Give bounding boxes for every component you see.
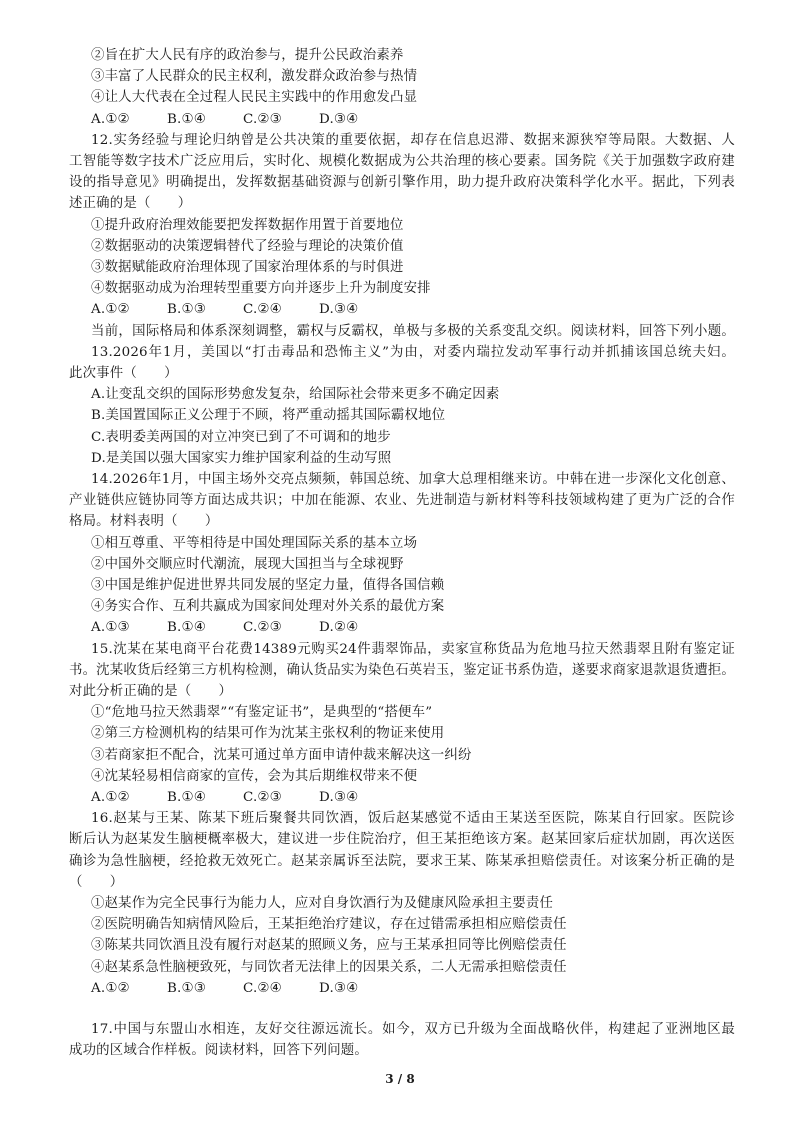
q13-choice-d: D.是美国以强大国家实力维护国家利益的生动写照 <box>91 451 392 466</box>
q15-item-3: ③若商家拒不配合，沈某可通过单方面申请仲裁来解决这一纠纷 <box>91 748 472 763</box>
q14-item-4: ④务实合作、互利共赢成为国家间处理对外关系的最优方案 <box>91 599 445 614</box>
q12-stem-line-1: 12.实务经验与理论归纳曾是公共决策的重要依据，却存在信息迟滞、数据来源狭窄等局限。大数据、人 <box>91 133 735 148</box>
q12-option-a: A.①② <box>91 302 130 317</box>
q11-option-c: C.②③ <box>243 112 282 127</box>
q13-stem-line-1: 13.2026年1月，美国以“打击毒品和恐怖主义”为由，对委内瑞拉发动军事行动并抓捕该国总统夫妇。 <box>91 345 735 360</box>
q15-item-4: ④沈某轻易相信商家的宣传，会为其后期维权带来不便 <box>91 769 418 784</box>
q12-option-d: D.③④ <box>319 302 359 317</box>
page-number: 3 / 8 <box>385 1072 415 1086</box>
q11-item-3: ③丰富了人民群众的民主权利，激发群众政治参与热情 <box>91 69 418 84</box>
q12-stem-line-2: 工智能等数字技术广泛应用后，实时化、规模化数据成为公共治理的核心要素。国务院《关于加强数字政府建 <box>69 154 735 169</box>
q13-choice-c: C.表明委美两国的对立冲突已到了不可调和的地步 <box>91 430 391 445</box>
q12-option-b: B.①③ <box>167 302 206 317</box>
q15-stem-line-2: 书。沈某收货后经第三方机构检测，确认货品实为染色石英岩玉，鉴定证书系伪造，遂要求商家退款退货遭拒。 <box>69 663 735 678</box>
q11-option-d: D.③④ <box>319 112 359 127</box>
q12-item-3: ③数据赋能政府治理体现了国家治理体系的与时俱进 <box>91 260 404 275</box>
q16-stem-line-2: 断后认为赵某发生脑梗概率极大，建议进一步住院治疗，但王某拒绝该方案。赵某回家后症状加剧，再次送医 <box>69 832 735 847</box>
q16-option-a: A.①② <box>91 981 130 996</box>
q11-option-a: A.①② <box>91 112 130 127</box>
q11-options <box>91 110 358 130</box>
q15-option-d: D.③④ <box>319 790 359 805</box>
q15-stem-line-1: 15.沈某在某电商平台花费14389元购买24件翡翠饰品，卖家宣称货品为危地马拉天然翡翠且附有鉴定证 <box>91 642 735 657</box>
q11-option-b: B.①④ <box>167 112 206 127</box>
q15-option-a: A.①② <box>91 790 130 805</box>
q17-stem-line-1: 17.中国与东盟山水相连，友好交往源远流长。如今，双方已升级为全面战略伙伴，构建起了亚洲地区最 <box>91 1022 735 1037</box>
q14-option-d: D.②④ <box>319 620 359 635</box>
q15-stem-line-3: 对此分析正确的是（ ） <box>69 684 233 699</box>
q12-stem-line-3: 设的指导意见》明确提出，发挥数据基础资源与创新引擎作用，助力提升政府决策科学化水平。据此，下列表 <box>69 175 735 190</box>
q16-item-2: ②医院明确告知病情风险后，王某拒绝治疗建议，存在过错需承担相应赔偿责任 <box>91 917 567 932</box>
q14-item-1: ①相互尊重、平等相待是中国处理国际关系的基本立场 <box>91 536 418 551</box>
q16-stem-line-4: （ ） <box>69 875 124 890</box>
q16-option-b: B.①③ <box>167 981 206 996</box>
q12-stem-line-4: 述正确的是（ ） <box>69 196 192 211</box>
q14-option-b: B.①④ <box>167 620 206 635</box>
intro-13-14: 当前，国际格局和体系深刻调整，霸权与反霸权，单极与多极的关系变乱交织。阅读材料，回答下列小题。 <box>91 324 735 339</box>
q14-options <box>91 618 358 638</box>
q14-item-2: ②中国外交顺应时代潮流，展现大国担当与全球视野 <box>91 557 404 572</box>
q15-item-1: ①“危地马拉天然翡翠”“有鉴定证书”，是典型的“搭便车” <box>91 705 433 720</box>
q16-option-c: C.②④ <box>243 981 282 996</box>
q13-choice-a: A.让变乱交织的国际形势愈发复杂，给国际社会带来更多不确定因素 <box>91 387 500 402</box>
q15-item-2: ②第三方检测机构的结果可作为沈某主张权利的物证来使用 <box>91 726 445 741</box>
q13-stem-line-2: 此次事件（ ） <box>69 366 178 381</box>
q14-item-3: ③中国是维护促进世界共同发展的坚定力量，值得各国信赖 <box>91 578 445 593</box>
q15-options <box>91 788 358 808</box>
q16-option-d: D.③④ <box>319 981 359 996</box>
q17-stem-line-2: 成功的区域合作样板。阅读材料，回答下列问题。 <box>69 1043 368 1058</box>
q12-item-1: ①提升政府治理效能要把发挥数据作用置于首要地位 <box>91 218 404 233</box>
q16-item-4: ④赵某系急性脑梗致死，与同饮者无法律上的因果关系，二人无需承担赔偿责任 <box>91 960 567 975</box>
q16-item-1: ①赵某作为完全民事行为能力人，应对自身饮酒行为及健康风险承担主要责任 <box>91 896 554 911</box>
q16-stem-line-1: 16.赵某与王某、陈某下班后聚餐共同饮酒，饭后赵某感觉不适由王某送至医院，陈某自行回家。医院诊 <box>91 811 735 826</box>
q12-item-4: ④数据驱动成为治理转型重要方向并逐步上升为制度安排 <box>91 281 431 296</box>
q14-stem-line-1: 14.2026年1月，中国主场外交亮点频频，韩国总统、加拿大总理相继来访。中韩在进一步深化文化创意、 <box>91 472 735 487</box>
q14-stem-line-3: 格局。材料表明（ ） <box>69 514 219 529</box>
q15-option-b: B.①④ <box>167 790 206 805</box>
q16-stem-line-3: 确诊为急性脑梗，经抢救无效死亡。赵某亲属诉至法院，要求王某、陈某承担赔偿责任。对该案分析正确的是 <box>69 854 735 869</box>
q12-option-c: C.②④ <box>243 302 282 317</box>
q14-stem-line-2: 产业链供应链协同等方面达成共识；中加在能源、农业、先进制造与新材料等科技领域构建了更为广泛的合作 <box>69 493 735 508</box>
q12-options <box>91 300 358 320</box>
q12-item-2: ②数据驱动的决策逻辑替代了经验与理论的决策价值 <box>91 239 404 254</box>
q16-options <box>91 979 358 999</box>
q15-option-c: C.②③ <box>243 790 282 805</box>
q16-item-3: ③陈某共同饮酒且没有履行对赵某的照顾义务，应与王某承担同等比例赔偿责任 <box>91 938 567 953</box>
q13-choice-b: B.美国置国际正义公理于不顾，将严重动摇其国际霸权地位 <box>91 408 446 423</box>
q14-option-a: A.①③ <box>91 620 130 635</box>
q11-item-2: ②旨在扩大人民有序的政治参与，提升公民政治素养 <box>91 48 404 63</box>
q14-option-c: C.②③ <box>243 620 282 635</box>
q11-item-4: ④让人大代表在全过程人民民主实践中的作用愈发凸显 <box>91 90 418 105</box>
